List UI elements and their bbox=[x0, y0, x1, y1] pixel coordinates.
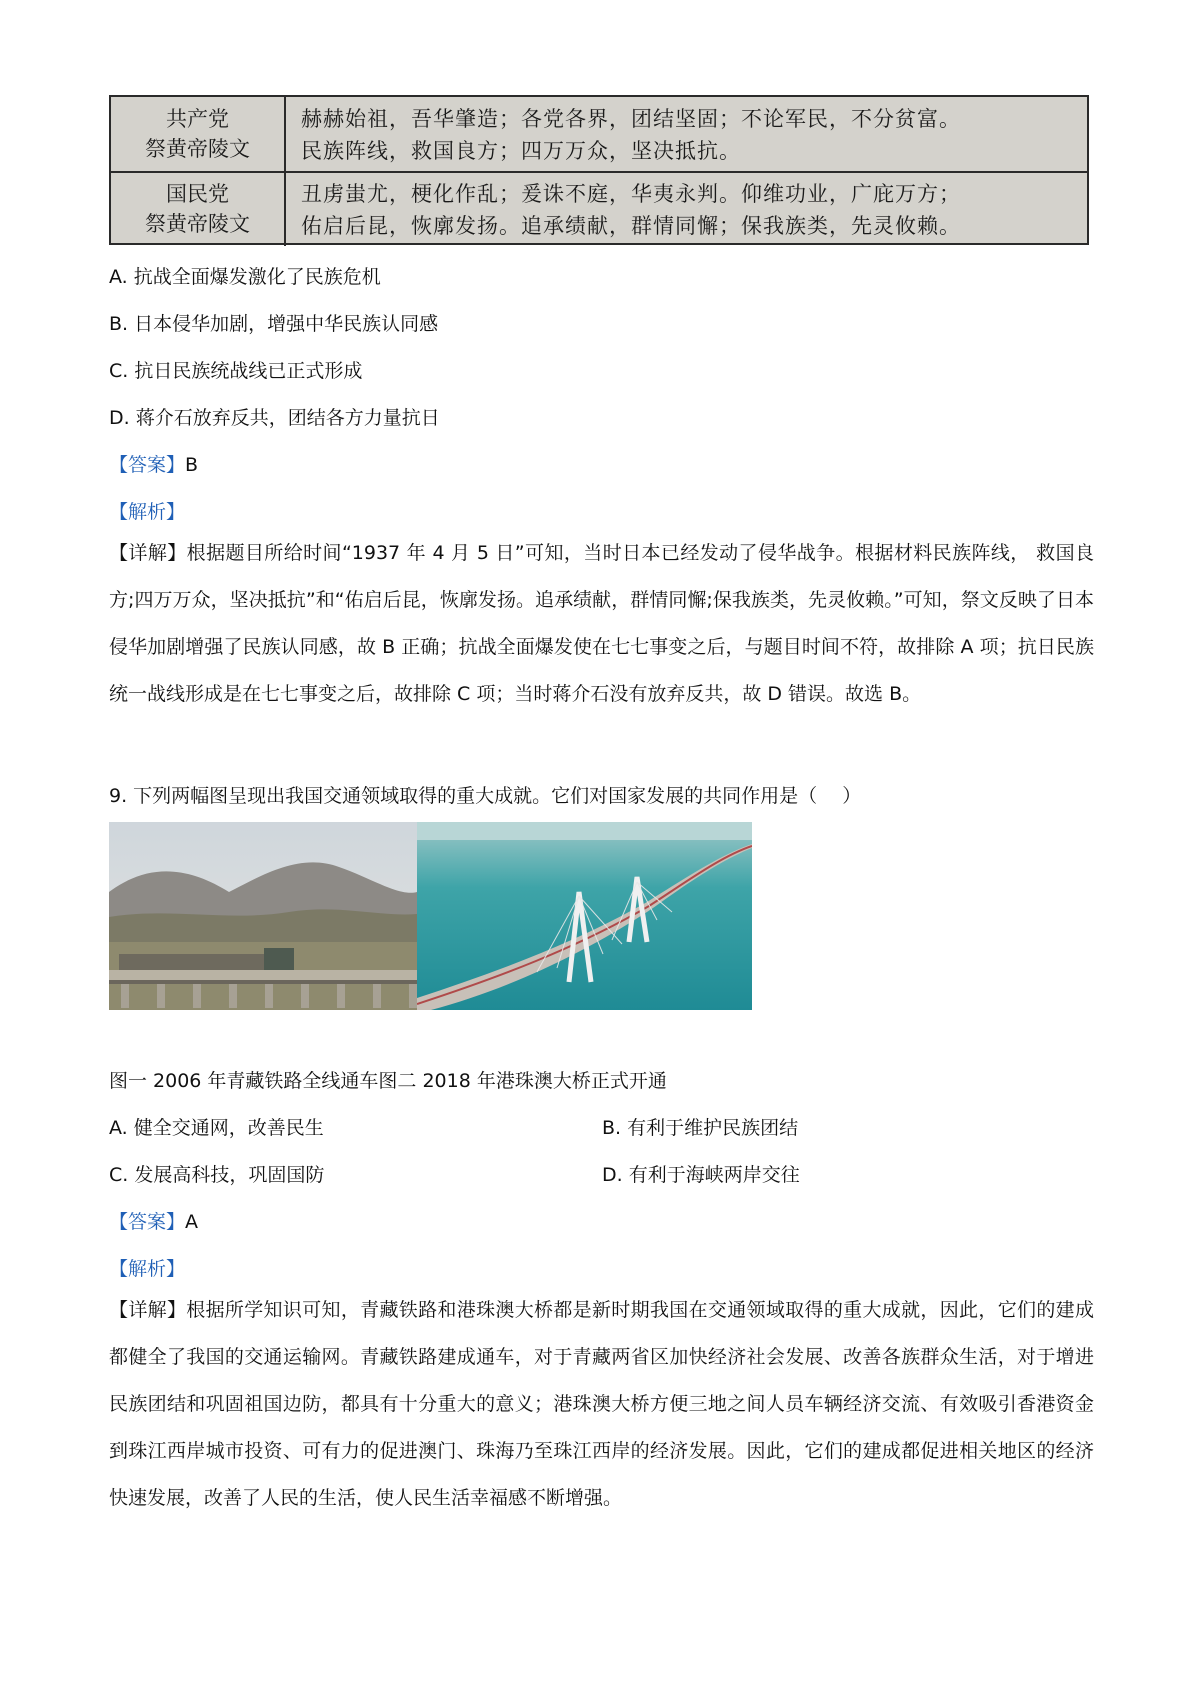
detail-text: 根据题目所给时间“1937 年 4 月 5 日”可知，当时日本已经发动了侵华战争。根据材料民族阵线， 救国良方;四万万众，坚决抵抗”和“佑启后昆，恢廓发扬。追承绩献，群情同懈;保我族类，先灵攸赖。”可知，祭文反映了日本侵华加剧增强了民族认同感，故 B 正确；抗战全面爆发使在七七事变之后，与题目时间不符，故排除 A 项；抗日民族统一战线形成是在七七事变之后，故排除 C 项；当时蒋介石没有放弃反共，故 D 错误。故选 B。 bbox=[109, 542, 1094, 705]
option-b bbox=[109, 309, 438, 336]
question-stem: 9. 下列两幅图呈现出我国交通领域取得的重大成就。它们对国家发展的共同作用是（ ） bbox=[109, 785, 862, 807]
table-text-line: 赫赫始祖，吾华肇造；各党各界，团结坚固；不论军民，不分贫富。 bbox=[301, 107, 961, 131]
option-a bbox=[109, 1113, 324, 1140]
option-letter: A. bbox=[109, 266, 128, 288]
answer-value: B bbox=[185, 454, 199, 476]
table-text-line: 丑虏蚩尤，梗化作乱；爰诛不庭，华夷永判。仰维功业，广庇万方； bbox=[301, 182, 961, 206]
table-row bbox=[111, 172, 1087, 246]
option-text: 日本侵华加剧，增强中华民族认同感 bbox=[134, 313, 439, 335]
party-name: 国民党 bbox=[166, 182, 229, 206]
option-letter: D. bbox=[109, 407, 130, 429]
option-text: 蒋介石放弃反共，团结各方力量抗日 bbox=[135, 407, 440, 429]
table-body-cell bbox=[301, 97, 1077, 177]
table-text-line: 民族阵线，救国良方；四万万众，坚决抵抗。 bbox=[301, 139, 741, 163]
option-b bbox=[602, 1113, 798, 1140]
scanned-table-image bbox=[109, 95, 1089, 245]
option-d bbox=[109, 403, 440, 430]
answer-line bbox=[109, 1207, 198, 1234]
hong-kong-zhuhai-macao-bridge-photo bbox=[417, 822, 752, 1010]
option-text: 抗战全面爆发激化了民族危机 bbox=[133, 266, 381, 288]
answer-label: 【答案】 bbox=[109, 1211, 186, 1233]
option-letter: A. bbox=[109, 1117, 128, 1139]
table-header-cell bbox=[111, 172, 286, 246]
option-text: 有利于维护民族团结 bbox=[627, 1117, 799, 1139]
answer-label: 【答案】 bbox=[109, 454, 186, 476]
analysis-heading bbox=[109, 497, 185, 524]
table-body-cell bbox=[301, 172, 1077, 252]
option-c bbox=[109, 356, 362, 383]
detail-paragraph bbox=[109, 1287, 1094, 1522]
analysis-label: 【解析】 bbox=[109, 1258, 186, 1280]
figure-caption: 图一 2006 年青藏铁路全线通车图二 2018 年港珠澳大桥正式开通 bbox=[109, 1070, 667, 1092]
answer-value: A bbox=[185, 1211, 199, 1233]
detail-label: 【详解】 bbox=[109, 1299, 187, 1321]
option-letter: B. bbox=[602, 1117, 622, 1139]
option-a bbox=[109, 262, 381, 289]
answer-line bbox=[109, 450, 198, 477]
option-letter: C. bbox=[109, 360, 129, 382]
option-text: 有利于海峡两岸交往 bbox=[628, 1164, 800, 1186]
detail-text: 根据所学知识可知，青藏铁路和港珠澳大桥都是新时期我国在交通领域取得的重大成就，因此，它们的建成都健全了我国的交通运输网。青藏铁路建成通车，对于青藏两省区加快经济社会发展、改善各族群众生活，对于增进民族团结和巩固祖国边防，都具有十分重大的意义；港珠澳大桥方便三地之间人员车辆经济交流、有效吸引香港资金到珠江西岸城市投资、可有力的促进澳门、珠海乃至珠江西岸的经济发展。因此，它们的建成都促进相关地区的经济快速发展，改善了人民的生活，使人民生活幸福感不断增强。 bbox=[109, 1299, 1094, 1509]
qinghai-tibet-railway-photo bbox=[109, 822, 417, 1010]
analysis-label: 【解析】 bbox=[109, 501, 186, 523]
option-letter: B. bbox=[109, 313, 129, 335]
table-row bbox=[111, 97, 1087, 173]
table-header-cell bbox=[111, 97, 286, 171]
document-title: 祭黄帝陵文 bbox=[145, 137, 250, 161]
option-letter: C. bbox=[109, 1164, 129, 1186]
option-text: 健全交通网，改善民生 bbox=[133, 1117, 324, 1139]
table-text-line: 佑启后昆，恢廓发扬。追承绩献，群情同懈；保我族类，先灵攸赖。 bbox=[301, 214, 961, 238]
option-d bbox=[602, 1160, 800, 1187]
option-letter: D. bbox=[602, 1164, 623, 1186]
document-title: 祭黄帝陵文 bbox=[145, 212, 250, 236]
detail-paragraph bbox=[109, 530, 1094, 718]
option-text: 抗日民族统战线已正式形成 bbox=[134, 360, 363, 382]
option-c bbox=[109, 1160, 324, 1187]
party-name: 共产党 bbox=[166, 107, 229, 131]
option-text: 发展高科技，巩固国防 bbox=[134, 1164, 325, 1186]
analysis-heading bbox=[109, 1254, 185, 1281]
detail-label: 【详解】 bbox=[109, 542, 187, 564]
